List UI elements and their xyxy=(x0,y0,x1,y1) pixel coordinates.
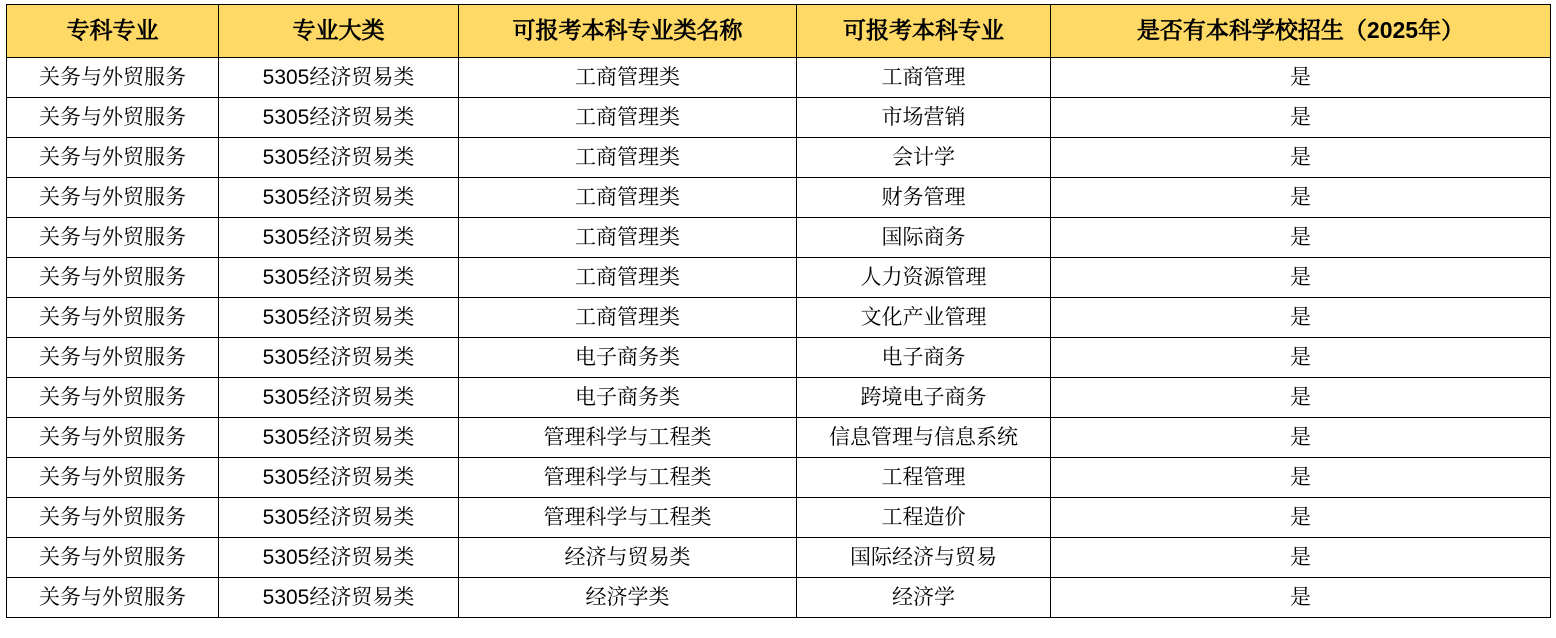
cell-undergrad-category-name: 管理科学与工程类 xyxy=(459,418,797,458)
cell-major-category: 5305经济贸易类 xyxy=(219,498,459,538)
cell-has-enrollment: 是 xyxy=(1051,458,1551,498)
table-row xyxy=(7,578,1551,618)
cell-major-category: 5305经济贸易类 xyxy=(219,98,459,138)
cell-undergrad-major: 人力资源管理 xyxy=(797,258,1051,298)
cell-undergrad-major: 跨境电子商务 xyxy=(797,378,1051,418)
cell-undergrad-category-name: 经济学类 xyxy=(459,578,797,618)
cell-undergrad-category-name: 管理科学与工程类 xyxy=(459,498,797,538)
table-row xyxy=(7,298,1551,338)
table-header-row xyxy=(7,5,1551,58)
cell-major-category: 5305经济贸易类 xyxy=(219,418,459,458)
cell-vocational-major: 关务与外贸服务 xyxy=(7,98,219,138)
cell-has-enrollment: 是 xyxy=(1051,498,1551,538)
cell-undergrad-major: 信息管理与信息系统 xyxy=(797,418,1051,458)
cell-major-category: 5305经济贸易类 xyxy=(219,538,459,578)
cell-undergrad-major: 经济学 xyxy=(797,578,1051,618)
cell-has-enrollment: 是 xyxy=(1051,218,1551,258)
cell-undergrad-category-name: 工商管理类 xyxy=(459,258,797,298)
cell-undergrad-major: 市场营销 xyxy=(797,98,1051,138)
major-mapping-table xyxy=(6,4,1551,618)
cell-vocational-major: 关务与外贸服务 xyxy=(7,498,219,538)
table-row xyxy=(7,338,1551,378)
cell-has-enrollment: 是 xyxy=(1051,138,1551,178)
column-header-major-category: 专业大类 xyxy=(219,5,459,58)
cell-undergrad-major: 国际经济与贸易 xyxy=(797,538,1051,578)
cell-major-category: 5305经济贸易类 xyxy=(219,338,459,378)
cell-undergrad-major: 会计学 xyxy=(797,138,1051,178)
cell-undergrad-major: 工商管理 xyxy=(797,58,1051,98)
cell-vocational-major: 关务与外贸服务 xyxy=(7,298,219,338)
cell-major-category: 5305经济贸易类 xyxy=(219,258,459,298)
table-row xyxy=(7,458,1551,498)
cell-has-enrollment: 是 xyxy=(1051,298,1551,338)
cell-major-category: 5305经济贸易类 xyxy=(219,298,459,338)
table-body xyxy=(7,58,1551,618)
cell-has-enrollment: 是 xyxy=(1051,338,1551,378)
cell-vocational-major: 关务与外贸服务 xyxy=(7,258,219,298)
cell-has-enrollment: 是 xyxy=(1051,418,1551,458)
cell-undergrad-major: 电子商务 xyxy=(797,338,1051,378)
cell-major-category: 5305经济贸易类 xyxy=(219,458,459,498)
table-row xyxy=(7,138,1551,178)
cell-has-enrollment: 是 xyxy=(1051,538,1551,578)
cell-has-enrollment: 是 xyxy=(1051,98,1551,138)
cell-vocational-major: 关务与外贸服务 xyxy=(7,578,219,618)
cell-vocational-major: 关务与外贸服务 xyxy=(7,538,219,578)
column-header-undergrad-category-name: 可报考本科专业类名称 xyxy=(459,5,797,58)
cell-major-category: 5305经济贸易类 xyxy=(219,578,459,618)
cell-undergrad-major: 工程造价 xyxy=(797,498,1051,538)
column-header-vocational-major: 专科专业 xyxy=(7,5,219,58)
cell-undergrad-category-name: 工商管理类 xyxy=(459,218,797,258)
cell-major-category: 5305经济贸易类 xyxy=(219,58,459,98)
cell-has-enrollment: 是 xyxy=(1051,258,1551,298)
cell-undergrad-category-name: 工商管理类 xyxy=(459,298,797,338)
table-row xyxy=(7,258,1551,298)
table-row xyxy=(7,98,1551,138)
cell-vocational-major: 关务与外贸服务 xyxy=(7,338,219,378)
cell-vocational-major: 关务与外贸服务 xyxy=(7,378,219,418)
cell-undergrad-category-name: 工商管理类 xyxy=(459,138,797,178)
cell-undergrad-category-name: 电子商务类 xyxy=(459,338,797,378)
cell-undergrad-major: 国际商务 xyxy=(797,218,1051,258)
cell-undergrad-category-name: 工商管理类 xyxy=(459,178,797,218)
cell-vocational-major: 关务与外贸服务 xyxy=(7,178,219,218)
table-row xyxy=(7,538,1551,578)
cell-undergrad-category-name: 管理科学与工程类 xyxy=(459,458,797,498)
cell-major-category: 5305经济贸易类 xyxy=(219,178,459,218)
cell-vocational-major: 关务与外贸服务 xyxy=(7,138,219,178)
cell-major-category: 5305经济贸易类 xyxy=(219,138,459,178)
cell-undergrad-category-name: 工商管理类 xyxy=(459,58,797,98)
table-row xyxy=(7,218,1551,258)
table-row xyxy=(7,58,1551,98)
table-row xyxy=(7,498,1551,538)
cell-vocational-major: 关务与外贸服务 xyxy=(7,458,219,498)
cell-undergrad-major: 文化产业管理 xyxy=(797,298,1051,338)
table-row xyxy=(7,418,1551,458)
cell-vocational-major: 关务与外贸服务 xyxy=(7,418,219,458)
cell-has-enrollment: 是 xyxy=(1051,378,1551,418)
cell-major-category: 5305经济贸易类 xyxy=(219,378,459,418)
cell-vocational-major: 关务与外贸服务 xyxy=(7,218,219,258)
cell-undergrad-category-name: 工商管理类 xyxy=(459,98,797,138)
cell-has-enrollment: 是 xyxy=(1051,178,1551,218)
cell-undergrad-category-name: 经济与贸易类 xyxy=(459,538,797,578)
column-header-undergrad-major: 可报考本科专业 xyxy=(797,5,1051,58)
cell-major-category: 5305经济贸易类 xyxy=(219,218,459,258)
cell-undergrad-category-name: 电子商务类 xyxy=(459,378,797,418)
column-header-has-enrollment: 是否有本科学校招生（2025年） xyxy=(1051,5,1551,58)
table-row xyxy=(7,378,1551,418)
table-row xyxy=(7,178,1551,218)
table-header xyxy=(7,5,1551,58)
cell-has-enrollment: 是 xyxy=(1051,58,1551,98)
cell-undergrad-major: 财务管理 xyxy=(797,178,1051,218)
cell-vocational-major: 关务与外贸服务 xyxy=(7,58,219,98)
cell-undergrad-major: 工程管理 xyxy=(797,458,1051,498)
cell-has-enrollment: 是 xyxy=(1051,578,1551,618)
